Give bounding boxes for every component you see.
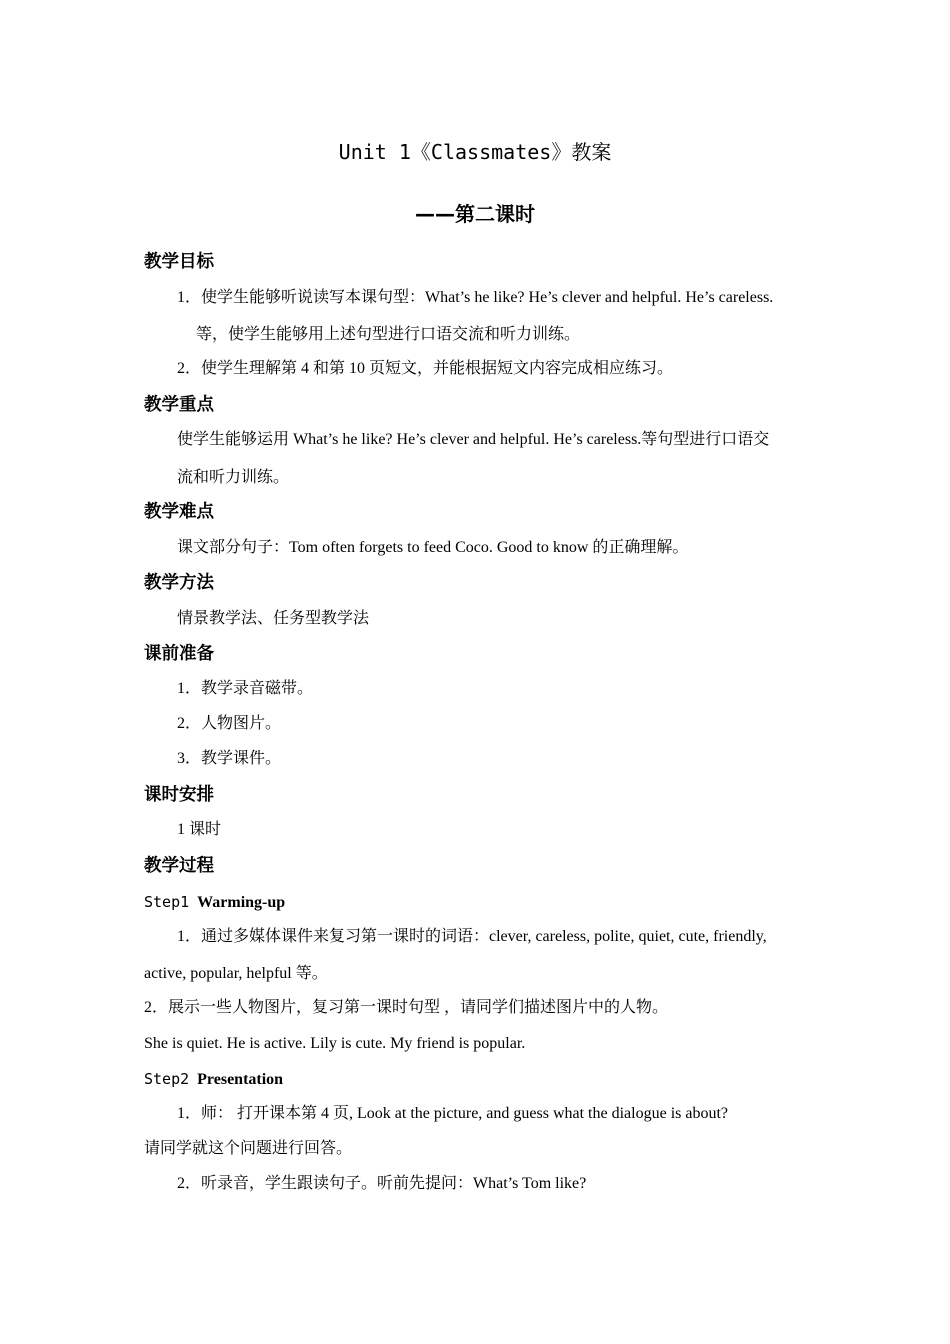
preparation-item-2: 2．人物图片。	[177, 715, 282, 732]
preparation-item-1: 1．教学录音磁带。	[177, 680, 314, 697]
step1-heading	[144, 892, 285, 913]
difficulties-line-1: 课文部分句子：Tom often forgets to feed Coco. Good to know 的正确理解。	[177, 539, 689, 556]
goals-item-2: 2．使学生理解第 4 和第 10 页短文，并能根据短文内容完成相应练习。	[177, 360, 674, 377]
step2-paragraph-1-line-1: 1．师： 打开课本第 4 页, Look at the picture, and guess what the dialogue is about?	[177, 1105, 729, 1122]
step1-paragraph-2: 2．展示一些人物图片，复习第一课时句型 ，请同学们描述图片中的人物。	[144, 999, 669, 1016]
goals-item-1-line-2: 等，使学生能够用上述句型进行口语交流和听力训练。	[196, 326, 581, 343]
step1-name: Warming-up	[197, 894, 286, 911]
key-points-line-2: 流和听力训练。	[177, 469, 290, 486]
section-heading-key-points: 教学重点	[144, 395, 214, 415]
key-points-line-1: 使学生能够运用 What’s he like? He’s clever and helpful. He’s careless.等句型进行口语交	[177, 431, 770, 448]
section-heading-process: 教学过程	[144, 856, 214, 876]
step2-label: Step2	[144, 1070, 190, 1088]
goals-item-1-line-1: 1．使学生能够听说读写本课句型：What’s he like? He’s clever and helpful. He’s careless.	[177, 289, 774, 306]
step1-paragraph-1-line-1: 1．通过多媒体课件来复习第一课时的词语：clever, careless, polite, quiet, cute, friendly,	[177, 928, 767, 945]
step1-paragraph-1-line-2: active, popular, helpful 等。	[144, 965, 328, 982]
section-heading-difficulties: 教学难点	[144, 502, 214, 522]
step1-paragraph-3: She is quiet. He is active. Lily is cute. My friend is popular.	[144, 1035, 526, 1052]
step2-paragraph-2: 2．听录音，学生跟读句子。听前先提问：What’s Tom like?	[177, 1175, 587, 1192]
section-heading-schedule: 课时安排	[144, 785, 214, 805]
step2-heading	[144, 1069, 283, 1090]
step2-paragraph-1-line-2: 请同学就这个问题进行回答。	[144, 1140, 353, 1157]
document-subtitle: ——第二课时	[415, 202, 535, 226]
step1-label: Step1	[144, 893, 190, 911]
section-heading-preparation: 课前准备	[144, 644, 214, 664]
preparation-item-3: 3．教学课件。	[177, 750, 282, 767]
section-heading-goals: 教学目标	[144, 252, 214, 272]
schedule-line-1: 1 课时	[177, 821, 222, 838]
section-heading-methods: 教学方法	[144, 573, 214, 593]
document-title: Unit 1《Classmates》教案	[338, 140, 612, 164]
step2-name: Presentation	[197, 1071, 284, 1088]
methods-line-1: 情景教学法、任务型教学法	[177, 610, 370, 627]
